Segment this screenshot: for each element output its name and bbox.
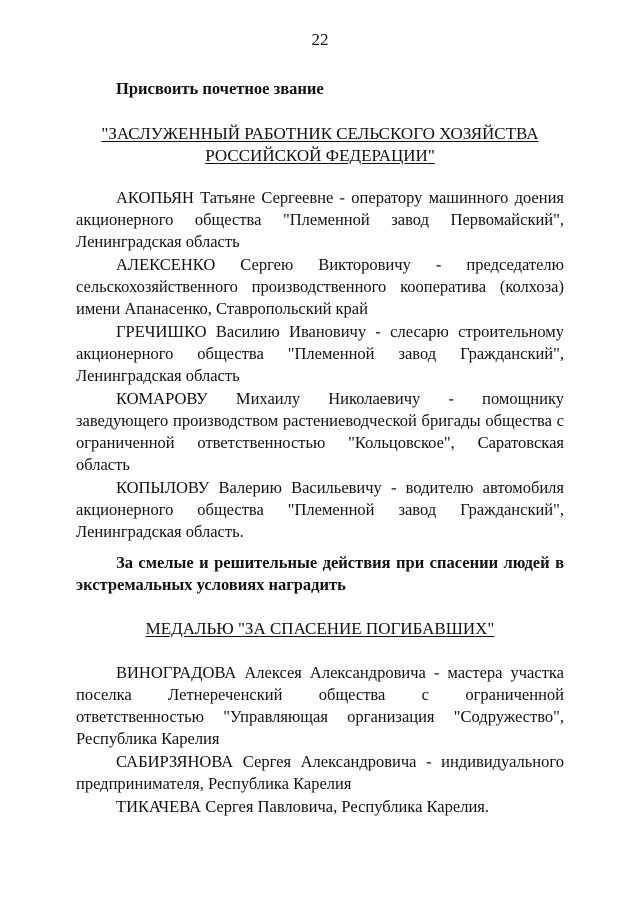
award-title-honorary: [76, 123, 564, 167]
award-intro-heading: Присвоить почетное звание: [116, 79, 324, 98]
recipient-entry: КОПЫЛОВУ Валерию Васильевичу - водителю автомобиля акционерного общества "Племенной завод Гражданский", Ленинградская область.: [76, 478, 564, 541]
recipient-entry: АЛЕКСЕНКО Сергею Викторовичу - председателю сельскохозяйственного производственного кооператива (колхоза) имени Апанасенко, Ставропольский край: [76, 255, 564, 318]
recipient-entry: САБИРЗЯНОВА Сергея Александровича - индивидуального предпринимателя, Республика Карелия: [76, 752, 564, 793]
recipient-entry: ВИНОГРАДОВА Алексея Александровича - мастера участка поселка Летнереченский общества с ограниченной ответственностью "Управляющая организация "Содружество", Республика Карелия: [76, 663, 564, 748]
recipient-entry: АКОПЬЯН Татьяне Сергеевне - оператору машинного доения акционерного общества "Племенной завод Первомайский", Ленинградская область: [76, 188, 564, 251]
medal-recipients: [76, 662, 564, 819]
honorary-award-recipients: [76, 187, 564, 544]
medal-intro-heading: За смелые и решительные действия при спасении людей в экстремальных условиях наградить: [76, 553, 564, 594]
award-title-line-1: "ЗАСЛУЖЕННЫЙ РАБОТНИК СЕЛЬСКОГО ХОЗЯЙСТВА: [101, 124, 539, 143]
medal-title: МЕДАЛЬЮ "ЗА СПАСЕНИЕ ПОГИБАВШИХ": [145, 619, 495, 638]
recipient-entry: ТИКАЧЕВА Сергея Павловича, Республика Карелия.: [116, 797, 489, 816]
award-title-line-2: РОССИЙСКОЙ ФЕДЕРАЦИИ": [205, 146, 435, 165]
recipient-entry: КОМАРОВУ Михаилу Николаевичу - помощнику заведующего производством растениеводческой бригады общества с ограниченной ответственностью "Кольцовское", Саратовская область: [76, 389, 564, 474]
recipient-entry: ГРЕЧИШКО Василию Ивановичу - слесарю строительному акционерного общества "Племенной завод Гражданский", Ленинградская область: [76, 322, 564, 385]
page-number: 22: [311, 30, 329, 49]
